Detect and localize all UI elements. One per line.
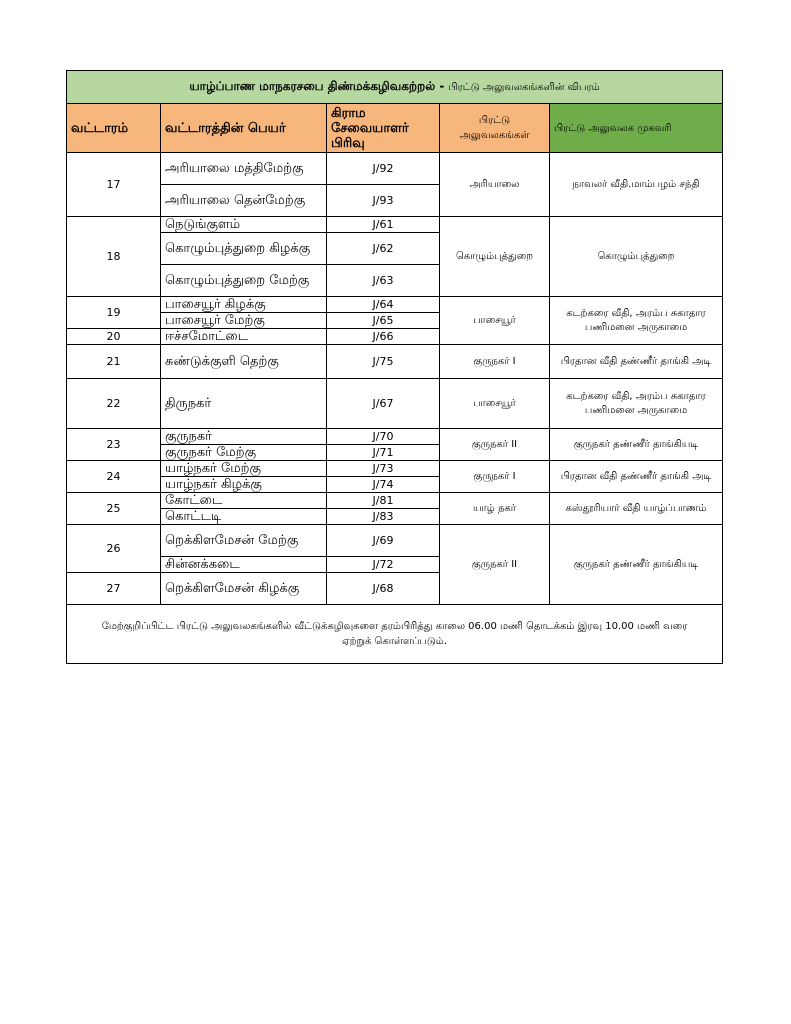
note-row <box>67 605 723 664</box>
ward-number: 20 <box>67 329 161 345</box>
ward-name: நெடுங்குளம் <box>161 217 327 233</box>
table-row <box>67 429 723 445</box>
ward-number: 21 <box>67 345 161 379</box>
ward-name: பாசையூர் மேற்கு <box>161 313 327 329</box>
ward-number: 26 <box>67 525 161 573</box>
gn-code: J/67 <box>327 379 440 429</box>
gn-code: J/62 <box>327 233 440 265</box>
office-name: கொழும்புத்துறை <box>440 217 550 297</box>
ward-number: 17 <box>67 153 161 217</box>
ward-name: றெக்கிளமேசன் கிழக்கு <box>161 573 327 605</box>
gn-code: J/64 <box>327 297 440 313</box>
gn-code: J/92 <box>327 153 440 185</box>
office-address: குருநகர் தண்ணீர் தாங்கியடி <box>550 525 723 605</box>
ward-number: 25 <box>67 493 161 525</box>
ward-name: அரியாலை மத்திமேற்கு <box>161 153 327 185</box>
ward-name: குருநகர் <box>161 429 327 445</box>
ward-number: 18 <box>67 217 161 297</box>
ward-number: 23 <box>67 429 161 461</box>
header-address: பிரட்டு அலுவலக முகவரி <box>550 104 723 153</box>
ward-number: 27 <box>67 573 161 605</box>
ward-number: 24 <box>67 461 161 493</box>
office-address: பிரதான வீதி தண்ணீர் தாங்கி அடி <box>550 345 723 379</box>
table-row <box>67 379 723 429</box>
header-gn-division: கிராம சேவையாளர் பிரிவு <box>327 104 440 153</box>
table-row <box>67 297 723 313</box>
table-row <box>67 153 723 185</box>
ward-name: கோட்டை <box>161 493 327 509</box>
gn-code: J/68 <box>327 573 440 605</box>
table-row <box>67 217 723 233</box>
title-sub: பிரட்டு அலுவலகங்களின் விபரம் <box>448 82 600 93</box>
ward-name: சின்னக்கடை <box>161 557 327 573</box>
table-row <box>67 345 723 379</box>
ward-name: சுண்டுக்குளி தெற்கு <box>161 345 327 379</box>
office-name: பாசையூர் <box>440 379 550 429</box>
table-row <box>67 525 723 557</box>
office-name: அரியாலை <box>440 153 550 217</box>
ward-name: யாழ்நகர் கிழக்கு <box>161 477 327 493</box>
table-row <box>67 461 723 477</box>
office-address: நாவலர் வீதி.மாம்பழம் சந்தி <box>550 153 723 217</box>
office-name: குருநகர் I <box>440 345 550 379</box>
gn-code: J/65 <box>327 313 440 329</box>
office-address: கொழும்புத்துறை <box>550 217 723 297</box>
ward-name: கொழும்புத்துறை கிழக்கு <box>161 233 327 265</box>
header-row <box>67 104 723 153</box>
office-address: கஸ்தூரியார் வீதி யாழ்ப்பாணம் <box>550 493 723 525</box>
title-main: யாழ்ப்பாண மாநகரசபை திண்மக்கழிவகற்றல் - <box>189 79 445 93</box>
ward-name: குருநகர் மேற்கு <box>161 445 327 461</box>
ward-name: அரியாலை தென்மேற்கு <box>161 185 327 217</box>
office-address: குருநகர் தண்ணீர் தாங்கியடி <box>550 429 723 461</box>
header-ward: வட்டாரம் <box>67 104 161 153</box>
office-name: குருநகர் II <box>440 429 550 461</box>
collection-note: மேற்குறிப்பிட்ட பிரட்டு அலுவலகங்களில் வீட்டுக்கழிவுகளை தரம்பிரித்து காலை 06.00 மணி தொடக்கம் இரவு 10.00 மணி வரை ஏற்றுக் கொள்ளப்படும். <box>67 605 723 664</box>
office-name: குருநகர் I <box>440 461 550 493</box>
ward-name: பாசையூர் கிழக்கு <box>161 297 327 313</box>
gn-code: J/83 <box>327 509 440 525</box>
ward-number: 22 <box>67 379 161 429</box>
gn-code: J/75 <box>327 345 440 379</box>
gn-code: J/70 <box>327 429 440 445</box>
table-title <box>67 71 723 104</box>
ward-name: றெக்கிளமேசன் மேற்கு <box>161 525 327 557</box>
gn-code: J/71 <box>327 445 440 461</box>
office-address: கடற்கரை வீதி, அரம்ப சுகாதார பணிமனை அருகாமை <box>550 379 723 429</box>
gn-code: J/69 <box>327 525 440 557</box>
office-name: யாழ் நகர் <box>440 493 550 525</box>
office-address: கடற்கரை வீதி, அரம்ப சுகாதார பணிமனை அருகாமை <box>550 297 723 345</box>
office-name: பாசையூர் <box>440 297 550 345</box>
gn-code: J/72 <box>327 557 440 573</box>
ward-name: திருநகர் <box>161 379 327 429</box>
table-row <box>67 493 723 509</box>
gn-code: J/74 <box>327 477 440 493</box>
ward-name: கொழும்புத்துறை மேற்கு <box>161 265 327 297</box>
offices-table <box>66 70 723 664</box>
header-ward-name: வட்டாரத்தின் பெயர் <box>161 104 327 153</box>
gn-code: J/93 <box>327 185 440 217</box>
header-office: பிரட்டு அலுவலகங்கள் <box>440 104 550 153</box>
gn-code: J/61 <box>327 217 440 233</box>
ward-number: 19 <box>67 297 161 329</box>
gn-code: J/66 <box>327 329 440 345</box>
title-row <box>67 71 723 104</box>
office-name: குருநகர் II <box>440 525 550 605</box>
gn-code: J/63 <box>327 265 440 297</box>
ward-name: கொட்டடி <box>161 509 327 525</box>
office-address: பிரதான வீதி தண்ணீர் தாங்கி அடி <box>550 461 723 493</box>
gn-code: J/73 <box>327 461 440 477</box>
ward-name: யாழ்நகர் மேற்கு <box>161 461 327 477</box>
gn-code: J/81 <box>327 493 440 509</box>
ward-name: ஈச்சமோட்டை <box>161 329 327 345</box>
